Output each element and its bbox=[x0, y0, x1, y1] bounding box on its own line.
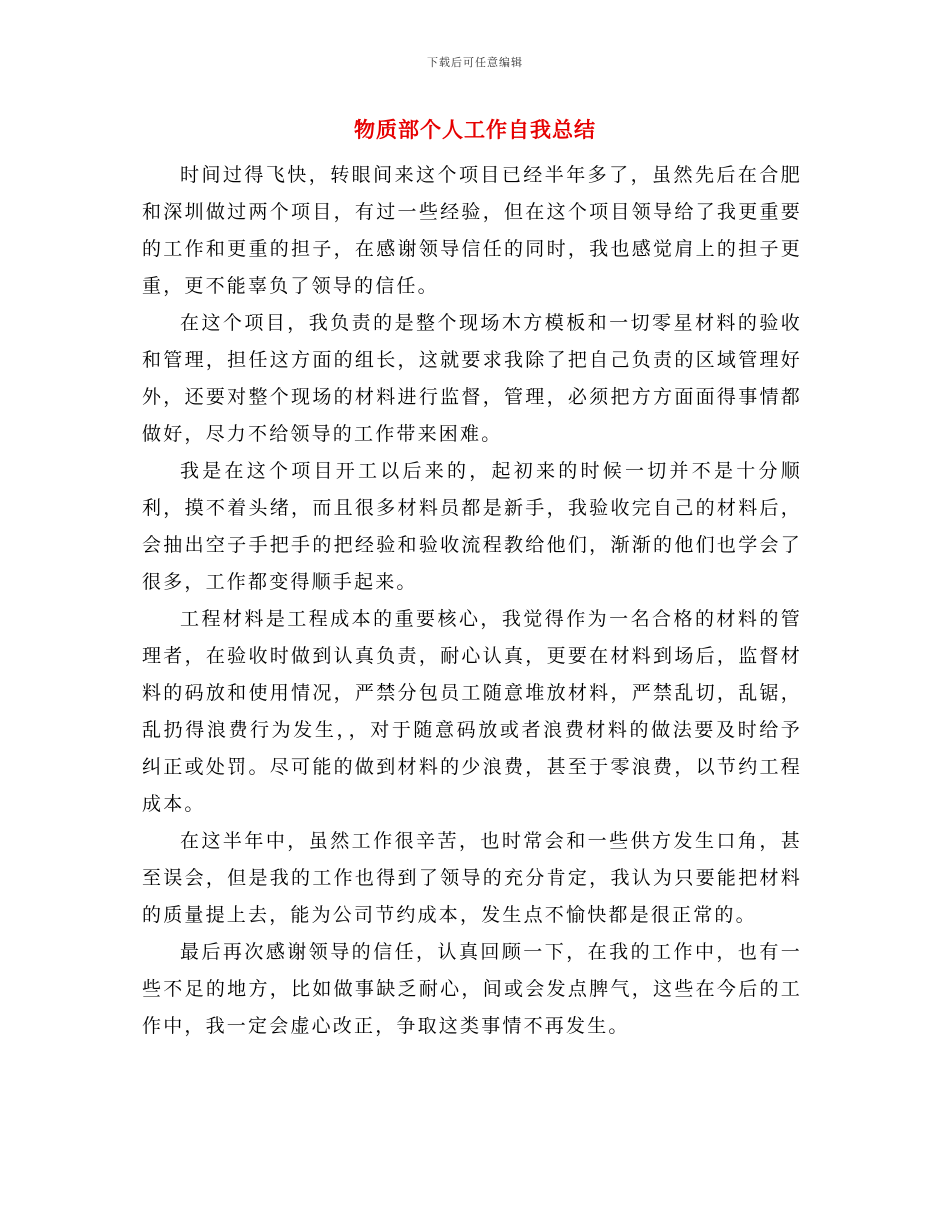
page-header: 下载后可任意编辑 bbox=[427, 56, 523, 69]
paragraph: 在这半年中，虽然工作很辛苦，也时常会和一些供方发生口角，甚至误会，但是我的工作也得到了领导的充分肯定，我认为只要能把材料的质量提上去，能为公司节约成本，发生点不愉快都是很正常的。 bbox=[142, 830, 802, 926]
paragraph: 时间过得飞快，转眼间来这个项目已经半年多了，虽然先后在合肥和深圳做过两个项目，有过一些经验，但在这个项目领导给了我更重要的工作和更重的担子，在感谢领导信任的同时，我也感觉肩上的担子更重，更不能辜负了领导的信任。 bbox=[142, 164, 802, 297]
paragraph: 工程材料是工程成本的重要核心，我觉得作为一名合格的材料的管理者，在验收时做到认真负责，耐心认真，更要在材料到场后，监督材料的码放和使用情况，严禁分包员工随意堆放材料，严禁乱切，乱锯，乱扔得浪费行为发生，，对于随意码放或者浪费材料的做法要及时给予纠正或处罚。尽可能的做到材料的少浪费，甚至于零浪费，以节约工程成本。 bbox=[142, 608, 802, 815]
paragraph: 我是在这个项目开工以后来的，起初来的时候一切并不是十分顺利，摸不着头绪，而且很多材料员都是新手，我验收完自己的材料后，会抽出空子手把手的把经验和验收流程教给他们，渐渐的他们也学会了很多，工作都变得顺手起来。 bbox=[142, 460, 802, 593]
paragraph: 最后再次感谢领导的信任，认真回顾一下，在我的工作中，也有一些不足的地方，比如做事缺乏耐心，间或会发点脾气，这些在今后的工作中，我一定会虚心改正，争取这类事情不再发生。 bbox=[142, 941, 802, 1037]
document-title: 物质部个人工作自我总结 bbox=[354, 117, 596, 142]
document-body bbox=[142, 157, 802, 1045]
paragraph: 在这个项目，我负责的是整个现场木方模板和一切零星材料的验收和管理，担任这方面的组长，这就要求我除了把自己负责的区域管理好外，还要对整个现场的材料进行监督，管理，必须把方方面面得事情都做好，尽力不给领导的工作带来困难。 bbox=[142, 312, 802, 445]
